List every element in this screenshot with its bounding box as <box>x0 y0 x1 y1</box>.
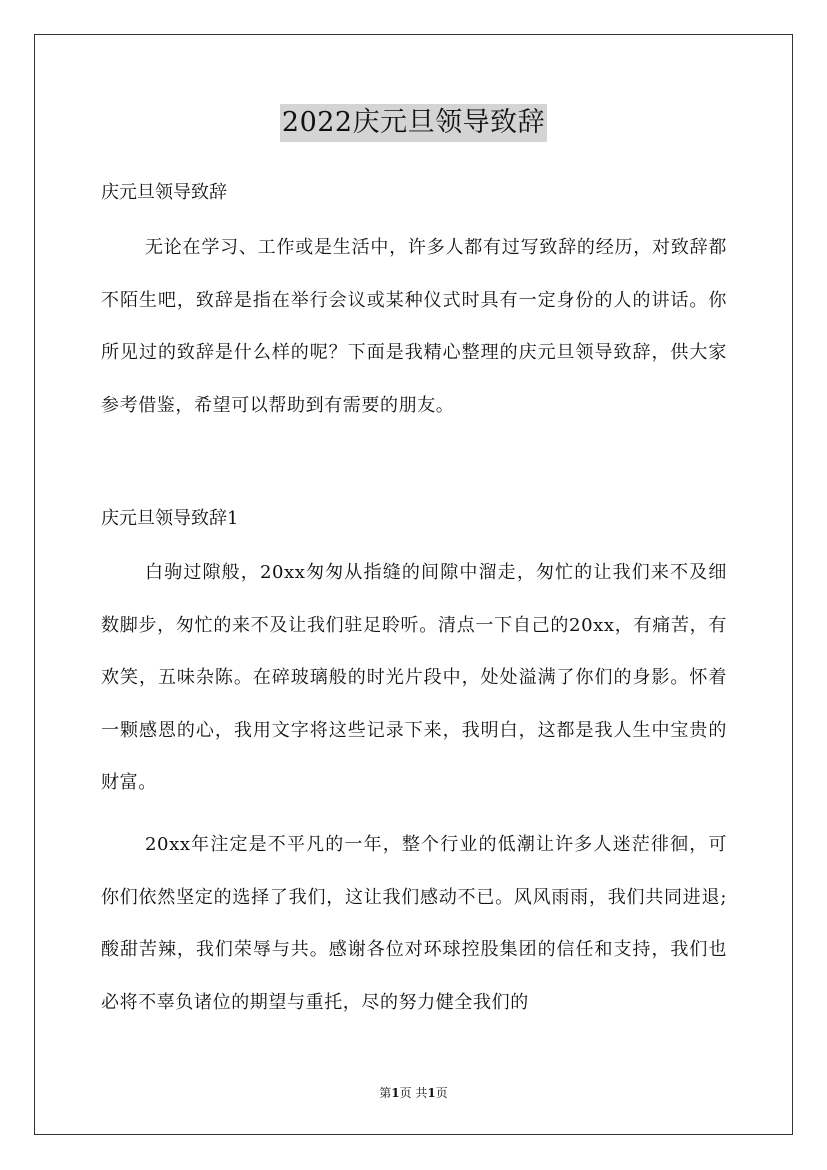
title-container <box>0 104 827 142</box>
intro-heading: 庆元旦领导致辞 <box>101 182 227 203</box>
footer-page-prefix: 第 <box>379 1086 392 1100</box>
intro-paragraph: 无论在学习、工作或是生活中，许多人都有过写致辞的经历，对致辞都不陌生吧，致辞是指在举行会议或某种仪式时具有一定身份的人的讲话。你所见过的致辞是什么样的呢？下面是我精心整理的庆元旦领导致辞，供大家参考借鉴，希望可以帮助到有需要的朋友。 <box>101 237 727 416</box>
page-footer <box>0 1085 827 1101</box>
footer-page-mid: 页 共 <box>399 1086 428 1100</box>
footer-page-suffix: 页 <box>435 1086 448 1100</box>
section1-paragraph-1: 白驹过隙般，20xx匆匆从指缝的间隙中溜走，匆忙的让我们来不及细数脚步，匆忙的来不及让我们驻足聆听。清点一下自己的20xx，有痛苦，有欢笑，五味杂陈。在碎玻璃般的时光片段中，处处溢满了你们的身影。怀着一颗感恩的心，我用文字将这些记录下来，我明白，这都是我人生中宝贵的财富。 <box>101 562 727 793</box>
document-title: 2022庆元旦领导致辞 <box>280 104 547 142</box>
footer-page-current: 1 <box>391 1086 400 1100</box>
section1-heading: 庆元旦领导致辞1 <box>101 508 239 529</box>
section1-paragraph-2: 20xx年注定是不平凡的一年，整个行业的低潮让许多人迷茫徘徊，可你们依然坚定的选择了我们，这让我们感动不已。风风雨雨，我们共同进退;酸甜苦辣，我们荣辱与共。感谢各位对环球控股集团的信任和支持，我们也必将不辜负诸位的期望与重托，尽的努力健全我们的 <box>101 834 727 1013</box>
footer-page-total: 1 <box>427 1086 436 1100</box>
